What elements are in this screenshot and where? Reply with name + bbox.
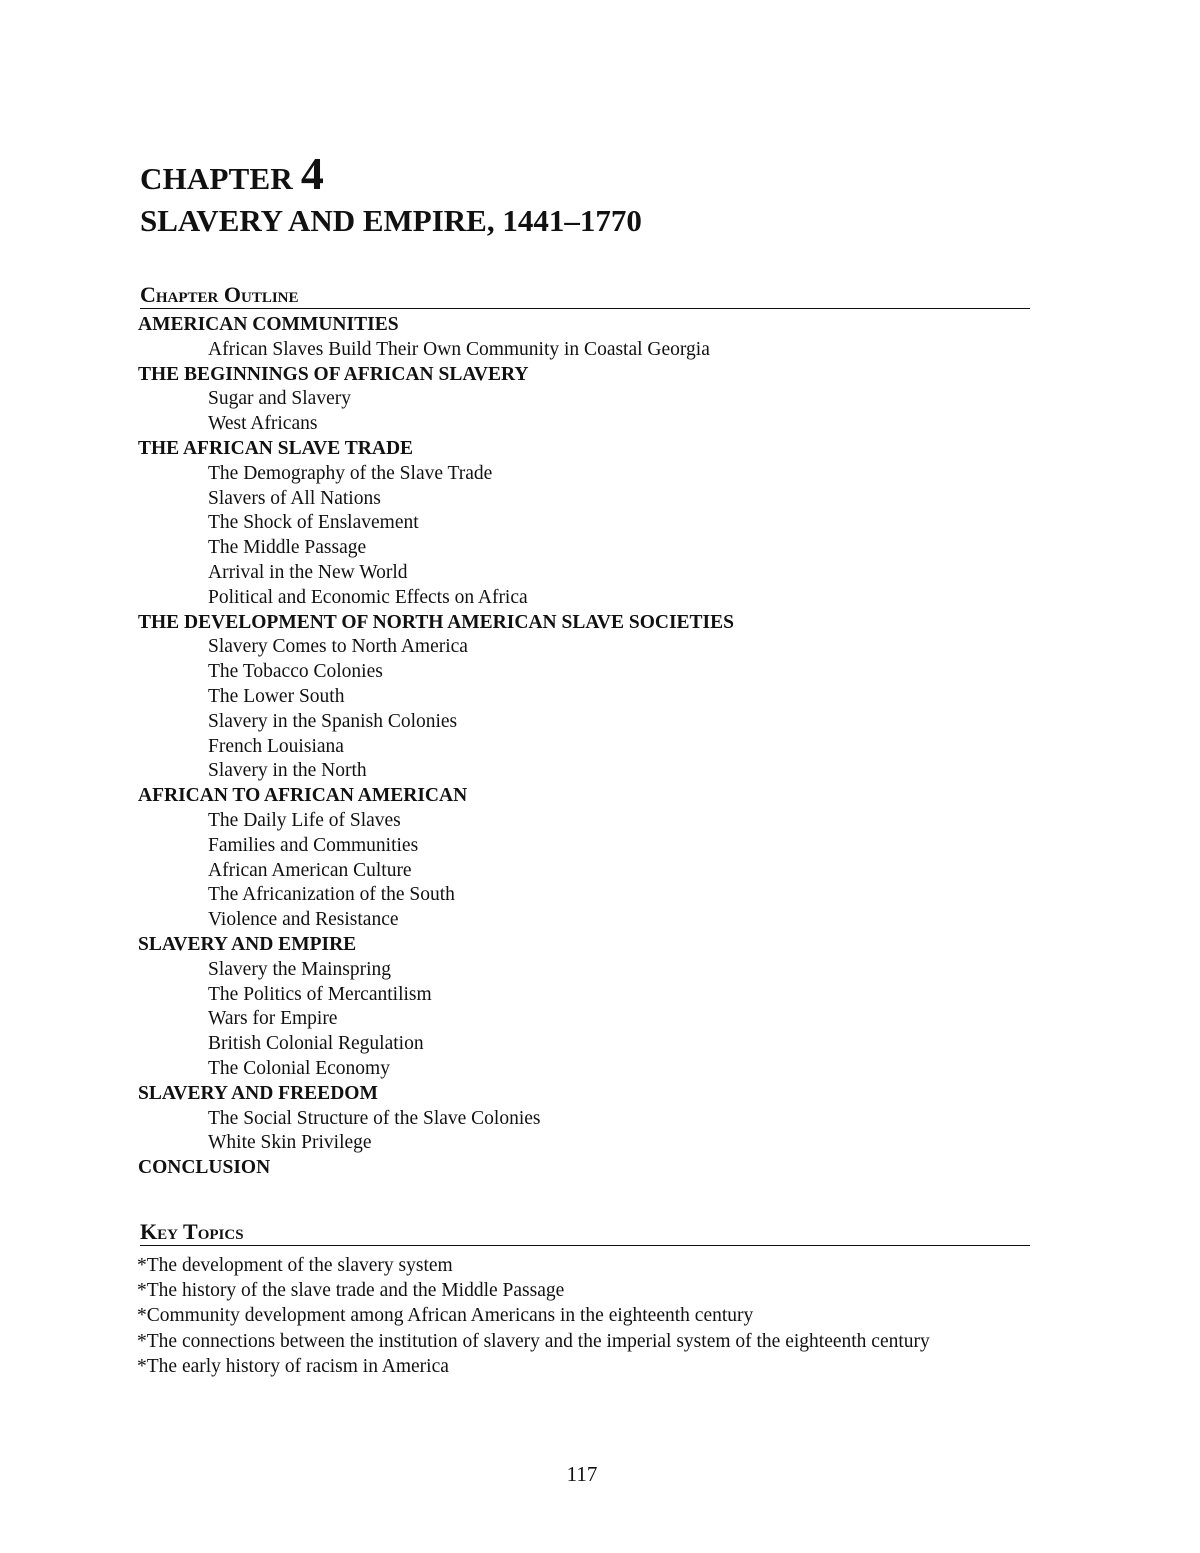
outline-section-heading: AFRICAN TO AFRICAN AMERICAN <box>138 785 468 807</box>
key-topic-item: *The connections between the institution of slavery and the imperial system of the eighteenth century <box>137 1330 930 1352</box>
outline-subsection-item: Arrival in the New World <box>208 561 408 583</box>
chapter-label-text: CHAPTER <box>140 161 293 196</box>
page-number: 117 <box>566 1462 598 1486</box>
outline-subsection-item: French Louisiana <box>208 735 344 757</box>
chapter-number: 4 <box>300 148 325 199</box>
outline-subsection-item: Slavers of All Nations <box>208 487 381 509</box>
outline-section-heading: THE AFRICAN SLAVE TRADE <box>138 437 414 459</box>
outline-subsection-item: British Colonial Regulation <box>208 1033 424 1055</box>
chapter-header <box>140 148 1040 241</box>
outline-subsection-item: The Demography of the Slave Trade <box>208 462 493 484</box>
outline-section-heading: THE DEVELOPMENT OF NORTH AMERICAN SLAVE SOCIETIES <box>138 611 734 633</box>
outline-subsection-item: African American Culture <box>208 859 412 881</box>
outline-subsection-item: Slavery Comes to North America <box>208 636 468 658</box>
outline-subsection-item: West Africans <box>208 413 318 435</box>
outline-subsection-item: Sugar and Slavery <box>208 388 351 410</box>
outline-subsection-item: The Daily Life of Slaves <box>208 809 401 831</box>
chapter-outline-heading: Chapter Outline <box>140 282 1030 309</box>
outline-subsection-item: African Slaves Build Their Own Community in Coastal Georgia <box>208 338 710 360</box>
key-topic-item: *Community development among African Americans in the eighteenth century <box>137 1305 754 1327</box>
outline-subsection-item: The Tobacco Colonies <box>208 661 383 683</box>
outline-subsection-item: Political and Economic Effects on Africa <box>208 586 528 608</box>
outline-section-heading: SLAVERY AND FREEDOM <box>138 1082 378 1104</box>
key-topics-heading: Key Topics <box>140 1219 1030 1246</box>
key-topic-item: *The history of the slave trade and the Middle Passage <box>137 1280 565 1302</box>
outline-subsection-item: The Social Structure of the Slave Colonies <box>208 1107 541 1129</box>
outline-subsection-item: The Lower South <box>208 685 345 707</box>
outline-subsection-item: The Africanization of the South <box>208 884 455 906</box>
outline-subsection-item: The Colonial Economy <box>208 1057 390 1079</box>
outline-subsection-item: Violence and Resistance <box>208 909 399 931</box>
key-topic-item: *The early history of racism in America <box>137 1355 449 1377</box>
chapter-label <box>140 148 1040 201</box>
outline-subsection-item: Slavery in the Spanish Colonies <box>208 710 458 732</box>
outline-subsection-item: Families and Communities <box>208 834 419 856</box>
key-topic-item: *The development of the slavery system <box>137 1255 453 1276</box>
outline-subsection-item: The Middle Passage <box>208 537 367 559</box>
outline-subsection-item: White Skin Privilege <box>208 1132 372 1154</box>
chapter-title: SLAVERY AND EMPIRE, 1441–1770 <box>140 203 642 238</box>
outline-subsection-item: Wars for Empire <box>208 1008 338 1030</box>
outline-section-heading: AMERICAN COMMUNITIES <box>138 314 399 335</box>
outline-section-heading: CONCLUSION <box>138 1157 271 1179</box>
outline-subsection-item: The Shock of Enslavement <box>208 512 419 534</box>
chapter-outline-list <box>138 313 1038 1181</box>
outline-subsection-item: The Politics of Mercantilism <box>208 983 432 1005</box>
outline-subsection-item: Slavery the Mainspring <box>208 958 392 980</box>
outline-section-heading: SLAVERY AND EMPIRE <box>138 933 357 955</box>
outline-subsection-item: Slavery in the North <box>208 760 367 782</box>
key-topics-list <box>137 1253 1037 1379</box>
outline-section-heading: THE BEGINNINGS OF AFRICAN SLAVERY <box>138 363 529 385</box>
